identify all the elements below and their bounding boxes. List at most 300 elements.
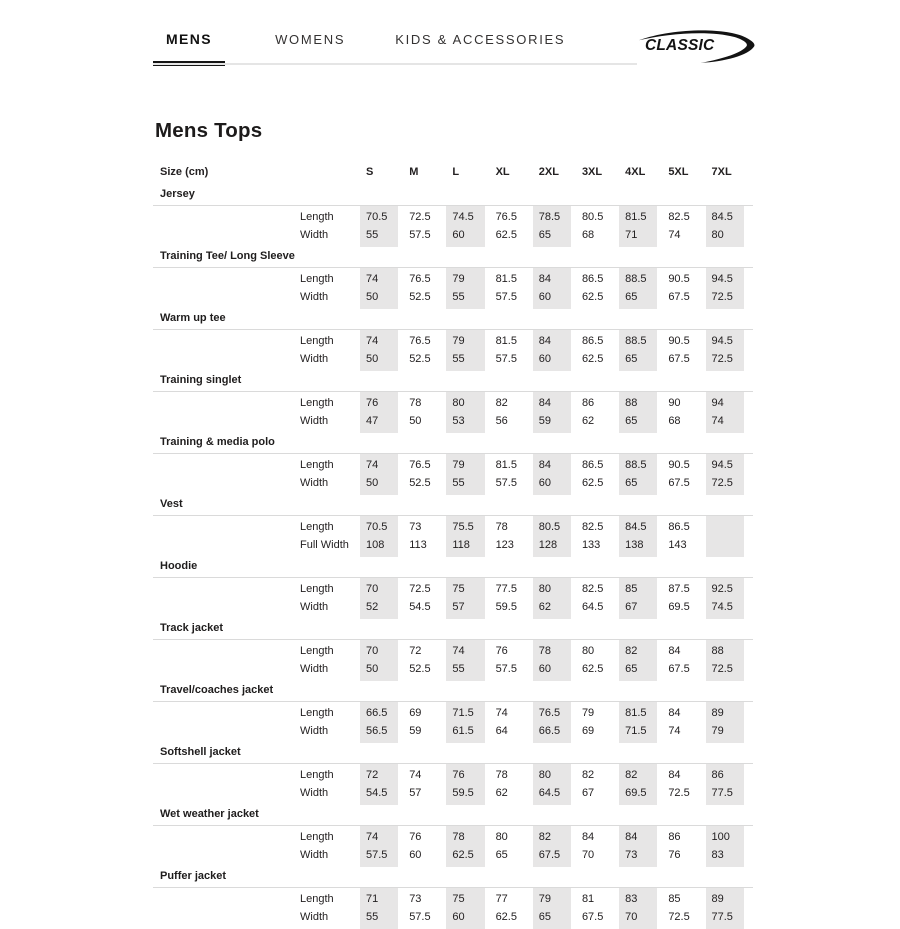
size-value-cell: 80 <box>533 578 571 598</box>
measure-label: Length <box>300 459 334 471</box>
product-group <box>153 188 753 247</box>
measure-label: Length <box>300 769 334 781</box>
table-row <box>153 846 753 867</box>
size-col-header: M <box>409 166 419 178</box>
category-tab-bar <box>153 30 753 72</box>
product-group-title: Training singlet <box>160 374 242 386</box>
measure-label: Width <box>300 353 329 365</box>
size-value-cell: 72.5 <box>668 911 690 923</box>
size-value-cell: 68 <box>668 415 681 427</box>
size-value-cell: 76 <box>495 645 508 657</box>
size-value-cell: 74 <box>360 330 398 350</box>
table-row <box>153 516 753 536</box>
size-value-cell: 57 <box>409 787 422 799</box>
size-value-cell: 62.5 <box>581 477 604 489</box>
size-value-cell: 82.5 <box>581 583 604 595</box>
size-value-cell: 88 <box>706 640 744 660</box>
size-value-cell: 100 <box>706 826 744 846</box>
size-value-cell: 79 <box>581 707 595 719</box>
size-value-cell: 47 <box>360 412 398 433</box>
size-value-cell: 128 <box>533 536 571 557</box>
size-value-cell: 72.5 <box>706 350 744 371</box>
table-header-row <box>153 164 753 180</box>
table-row <box>153 640 753 660</box>
measure-label: Width <box>300 663 329 675</box>
size-value-cell: 60 <box>533 350 571 371</box>
size-value-cell: 70.5 <box>360 516 398 536</box>
size-value-cell: 72.5 <box>409 583 431 595</box>
measure-label: Width <box>300 601 329 613</box>
size-unit-label: Size (cm) <box>160 166 209 178</box>
size-value-cell: 87.5 <box>668 583 690 595</box>
size-value-cell: 57.5 <box>495 663 517 675</box>
size-value-cell: 86 <box>668 831 681 843</box>
size-value-cell: 61.5 <box>446 722 484 743</box>
size-value-cell: 94.5 <box>706 330 744 350</box>
size-value-cell: 73 <box>409 893 422 905</box>
size-value-cell: 54.5 <box>409 601 431 613</box>
size-value-cell: 62.5 <box>495 229 517 241</box>
product-group-title: Vest <box>160 498 183 510</box>
size-value-cell: 74 <box>409 769 422 781</box>
table-row <box>153 226 753 247</box>
size-value-cell: 71 <box>360 888 398 908</box>
size-value-cell: 59.5 <box>495 601 517 613</box>
size-value-cell: 76.5 <box>533 702 571 722</box>
size-value-cell: 73 <box>409 521 422 533</box>
size-value-cell: 84 <box>581 831 595 843</box>
size-value-cell: 74 <box>668 229 681 241</box>
size-value-cell: 82.5 <box>668 211 690 223</box>
size-value-cell: 50 <box>360 350 398 371</box>
size-value-cell: 53 <box>446 412 484 433</box>
size-value-cell: 76.5 <box>409 335 431 347</box>
size-value-cell: 55 <box>360 908 398 929</box>
product-group <box>153 374 753 433</box>
size-col-header: 3XL <box>581 166 603 178</box>
size-value-cell: 65 <box>619 660 657 681</box>
size-value-cell: 59.5 <box>446 784 484 805</box>
size-value-cell: 78 <box>495 769 508 781</box>
size-value-cell: 78.5 <box>533 206 571 226</box>
size-value-cell: 60 <box>446 226 484 247</box>
size-value-cell: 60 <box>533 474 571 495</box>
size-value-cell: 92.5 <box>706 578 744 598</box>
size-value-cell: 62 <box>533 598 571 619</box>
size-value-cell: 55 <box>446 288 484 309</box>
product-group <box>153 560 753 619</box>
size-value-cell: 57.5 <box>495 291 517 303</box>
size-value-cell: 67.5 <box>668 353 690 365</box>
product-group <box>153 498 753 557</box>
size-value-cell: 67.5 <box>668 477 690 489</box>
size-value-cell: 74.5 <box>446 206 484 226</box>
product-group-title: Puffer jacket <box>160 870 227 882</box>
size-value-cell: 84 <box>533 454 571 474</box>
size-value-cell: 72.5 <box>668 787 690 799</box>
product-group-title: Track jacket <box>160 622 223 634</box>
size-value-cell: 76 <box>446 764 484 784</box>
size-value-cell: 80.5 <box>581 211 604 223</box>
measure-label: Length <box>300 645 334 657</box>
table-row <box>153 764 753 784</box>
size-value-cell: 52.5 <box>409 291 431 303</box>
size-value-cell: 62.5 <box>581 663 604 675</box>
size-value-cell: 72 <box>360 764 398 784</box>
size-value-cell: 59 <box>409 725 422 737</box>
size-value-cell: 64.5 <box>533 784 571 805</box>
size-col-header: 5XL <box>668 166 689 178</box>
measure-label: Length <box>300 521 334 533</box>
size-value-cell: 77.5 <box>706 908 744 929</box>
size-value-cell: 55 <box>446 350 484 371</box>
size-value-cell: 60 <box>446 908 484 929</box>
size-value-cell: 65 <box>619 288 657 309</box>
size-value-cell: 72 <box>409 645 422 657</box>
table-row <box>153 784 753 805</box>
size-value-cell: 76.5 <box>409 459 431 471</box>
measure-label: Width <box>300 477 329 489</box>
size-value-cell: 75 <box>446 888 484 908</box>
product-group <box>153 436 753 495</box>
measure-label: Length <box>300 893 334 905</box>
table-row <box>153 268 753 288</box>
size-value-cell: 118 <box>446 536 484 557</box>
table-row <box>153 702 753 722</box>
size-value-cell: 88 <box>619 392 657 412</box>
size-value-cell: 79 <box>446 268 484 288</box>
size-col-header: L <box>452 166 460 178</box>
size-value-cell: 65 <box>495 849 508 861</box>
table-row <box>153 474 753 495</box>
product-group-title: Jersey <box>160 188 195 200</box>
size-value-cell: 77 <box>495 893 508 905</box>
size-value-cell: 143 <box>668 539 687 551</box>
measure-label: Length <box>300 335 334 347</box>
size-value-cell: 90.5 <box>668 273 690 285</box>
page-title: Mens Tops <box>155 119 263 142</box>
product-group-title: Travel/coaches jacket <box>160 684 274 696</box>
size-value-cell: 82 <box>533 826 571 846</box>
size-value-cell: 65 <box>619 412 657 433</box>
size-value-cell <box>706 516 744 536</box>
size-value-cell: 65 <box>619 474 657 495</box>
size-value-cell: 76 <box>668 849 681 861</box>
size-value-cell: 74 <box>495 707 508 719</box>
size-value-cell: 86.5 <box>581 335 604 347</box>
size-value-cell: 76 <box>360 392 398 412</box>
size-value-cell: 123 <box>495 539 514 551</box>
size-value-cell: 57.5 <box>409 911 431 923</box>
size-value-cell: 69.5 <box>668 601 690 613</box>
size-value-cell: 62 <box>581 415 595 427</box>
size-value-cell: 76.5 <box>409 273 431 285</box>
size-value-cell: 84.5 <box>619 516 657 536</box>
measure-label: Length <box>300 273 334 285</box>
tab-underline-track <box>153 63 637 65</box>
size-value-cell: 81.5 <box>619 702 657 722</box>
size-value-cell: 57.5 <box>495 477 517 489</box>
content-area <box>153 30 753 929</box>
size-value-cell: 82.5 <box>581 521 604 533</box>
product-group-title: Training Tee/ Long Sleeve <box>160 250 295 262</box>
size-value-cell: 84 <box>668 769 681 781</box>
size-value-cell: 138 <box>619 536 657 557</box>
size-value-cell: 54.5 <box>360 784 398 805</box>
size-value-cell: 84 <box>619 826 657 846</box>
size-value-cell: 86.5 <box>581 273 604 285</box>
table-row <box>153 826 753 846</box>
size-value-cell: 94.5 <box>706 268 744 288</box>
size-value-cell: 64 <box>495 725 508 737</box>
size-value-cell: 60 <box>533 660 571 681</box>
size-value-cell: 67.5 <box>668 291 690 303</box>
size-value-cell: 85 <box>619 578 657 598</box>
product-group <box>153 312 753 371</box>
size-value-cell: 80 <box>495 831 508 843</box>
size-value-cell: 56 <box>495 415 508 427</box>
product-group <box>153 808 753 867</box>
size-value-cell: 62.5 <box>495 911 517 923</box>
size-value-cell: 81.5 <box>495 335 517 347</box>
size-value-cell: 82 <box>619 764 657 784</box>
size-value-cell: 57 <box>446 598 484 619</box>
size-value-cell: 83 <box>706 846 744 867</box>
size-value-cell: 71.5 <box>619 722 657 743</box>
size-value-cell: 94 <box>706 392 744 412</box>
size-value-cell: 50 <box>360 660 398 681</box>
size-value-cell: 82 <box>581 769 595 781</box>
size-value-cell: 52.5 <box>409 663 431 675</box>
size-value-cell: 78 <box>495 521 508 533</box>
size-value-cell: 55 <box>446 474 484 495</box>
size-value-cell: 70.5 <box>360 206 398 226</box>
size-value-cell: 71 <box>619 226 657 247</box>
measure-label: Length <box>300 211 334 223</box>
size-value-cell: 78 <box>446 826 484 846</box>
size-col-header: 7XL <box>711 166 732 178</box>
size-value-cell: 88.5 <box>619 330 657 350</box>
size-value-cell: 89 <box>706 888 744 908</box>
size-value-cell: 81 <box>581 893 595 905</box>
size-value-cell: 85 <box>668 893 681 905</box>
size-value-cell: 50 <box>409 415 422 427</box>
size-value-cell: 90 <box>668 397 681 409</box>
size-value-cell: 62 <box>495 787 508 799</box>
size-value-cell: 72.5 <box>706 474 744 495</box>
product-group <box>153 684 753 743</box>
table-row <box>153 454 753 474</box>
size-value-cell: 57.5 <box>409 229 431 241</box>
size-value-cell: 72.5 <box>706 288 744 309</box>
measure-label: Length <box>300 583 334 595</box>
size-value-cell: 74 <box>360 826 398 846</box>
size-col-header: S <box>366 166 374 178</box>
tab-mens[interactable]: MENS <box>153 30 225 47</box>
size-value-cell: 70 <box>360 578 398 598</box>
tab-kids-accessories[interactable]: KIDS & ACCESSORIES <box>395 32 566 47</box>
size-value-cell: 60 <box>533 288 571 309</box>
size-value-cell: 62.5 <box>581 291 604 303</box>
size-value-cell: 86 <box>581 397 595 409</box>
measure-label: Full Width <box>300 539 349 551</box>
size-value-cell: 88.5 <box>619 268 657 288</box>
size-value-cell: 65 <box>619 350 657 371</box>
size-value-cell: 80 <box>706 226 744 247</box>
classic-logo <box>635 23 757 67</box>
table-row <box>153 598 753 619</box>
size-value-cell: 90.5 <box>668 459 690 471</box>
table-row <box>153 412 753 433</box>
size-value-cell: 74 <box>360 454 398 474</box>
table-row <box>153 350 753 371</box>
size-value-cell: 81.5 <box>619 206 657 226</box>
logo-wordmark: CLASSIC <box>645 37 715 54</box>
size-value-cell: 80 <box>446 392 484 412</box>
table-row <box>153 536 753 557</box>
table-row <box>153 578 753 598</box>
size-value-cell: 84 <box>533 330 571 350</box>
size-value-cell: 79 <box>533 888 571 908</box>
size-value-cell: 66.5 <box>533 722 571 743</box>
size-value-cell: 84.5 <box>706 206 744 226</box>
size-value-cell: 81.5 <box>495 459 517 471</box>
size-value-cell: 66.5 <box>360 702 398 722</box>
table-row <box>153 660 753 681</box>
measure-label: Width <box>300 415 329 427</box>
product-group <box>153 746 753 805</box>
size-value-cell: 76 <box>409 831 422 843</box>
size-value-cell: 70 <box>619 908 657 929</box>
size-value-cell: 55 <box>446 660 484 681</box>
size-value-cell: 79 <box>706 722 744 743</box>
size-value-cell: 72.5 <box>409 211 431 223</box>
size-value-cell: 89 <box>706 702 744 722</box>
size-value-cell: 68 <box>581 229 595 241</box>
size-value-cell: 75.5 <box>446 516 484 536</box>
size-value-cell: 79 <box>446 330 484 350</box>
size-col-header: XL <box>495 166 510 178</box>
size-value-cell: 62.5 <box>446 846 484 867</box>
table-row <box>153 392 753 412</box>
table-row <box>153 722 753 743</box>
size-chart-table <box>153 164 753 929</box>
product-group <box>153 250 753 309</box>
size-value-cell: 133 <box>581 539 601 551</box>
measure-label: Width <box>300 849 329 861</box>
size-value-cell: 80 <box>533 764 571 784</box>
size-value-cell: 74 <box>706 412 744 433</box>
size-value-cell: 83 <box>619 888 657 908</box>
product-group-title: Training & media polo <box>160 436 275 448</box>
size-value-cell: 81.5 <box>495 273 517 285</box>
size-value-cell: 75 <box>446 578 484 598</box>
size-value-cell: 65 <box>533 226 571 247</box>
measure-label: Width <box>300 911 329 923</box>
tab-womens[interactable]: WOMENS <box>275 32 346 47</box>
size-value-cell: 52 <box>360 598 398 619</box>
size-value-cell: 78 <box>533 640 571 660</box>
size-value-cell: 74 <box>360 268 398 288</box>
size-value-cell: 86.5 <box>581 459 604 471</box>
table-row <box>153 206 753 226</box>
size-value-cell: 69.5 <box>619 784 657 805</box>
size-value-cell: 67 <box>619 598 657 619</box>
table-row <box>153 330 753 350</box>
size-value-cell: 67.5 <box>533 846 571 867</box>
size-value-cell: 94.5 <box>706 454 744 474</box>
measure-label: Length <box>300 831 334 843</box>
size-value-cell: 67.5 <box>581 911 604 923</box>
measure-label: Length <box>300 397 334 409</box>
size-value-cell: 70 <box>581 849 595 861</box>
size-col-header: 2XL <box>538 166 559 178</box>
size-value-cell: 50 <box>360 474 398 495</box>
size-value-cell: 56.5 <box>360 722 398 743</box>
size-value-cell: 90.5 <box>668 335 690 347</box>
measure-label: Width <box>300 725 329 737</box>
size-value-cell: 77.5 <box>495 583 517 595</box>
size-value-cell: 74 <box>668 725 681 737</box>
size-value-cell: 71.5 <box>446 702 484 722</box>
size-value-cell: 77.5 <box>706 784 744 805</box>
size-value-cell: 84 <box>668 707 681 719</box>
size-value-cell: 86.5 <box>668 521 690 533</box>
size-value-cell: 50 <box>360 288 398 309</box>
measure-label: Width <box>300 787 329 799</box>
size-value-cell: 64.5 <box>581 601 604 613</box>
product-group-title: Warm up tee <box>160 312 226 324</box>
size-value-cell: 113 <box>409 539 427 551</box>
size-value-cell <box>706 536 744 557</box>
size-value-cell: 76.5 <box>495 211 517 223</box>
product-group <box>153 622 753 681</box>
size-value-cell: 74 <box>446 640 484 660</box>
product-group-title: Wet weather jacket <box>160 808 259 820</box>
table-row <box>153 288 753 309</box>
table-row <box>153 908 753 929</box>
size-value-cell: 59 <box>533 412 571 433</box>
size-value-cell: 70 <box>360 640 398 660</box>
size-col-header: 4XL <box>625 166 646 178</box>
size-value-cell: 82 <box>619 640 657 660</box>
size-value-cell: 88.5 <box>619 454 657 474</box>
size-value-cell: 72.5 <box>706 660 744 681</box>
product-group <box>153 870 753 929</box>
size-value-cell: 78 <box>409 397 422 409</box>
size-value-cell: 79 <box>446 454 484 474</box>
product-group-title: Softshell jacket <box>160 746 241 758</box>
size-value-cell: 52.5 <box>409 353 431 365</box>
size-value-cell: 52.5 <box>409 477 431 489</box>
product-group-title: Hoodie <box>160 560 198 572</box>
size-value-cell: 57.5 <box>495 353 517 365</box>
size-value-cell: 74.5 <box>706 598 744 619</box>
measure-label: Width <box>300 291 329 303</box>
size-value-cell: 82 <box>495 397 508 409</box>
size-value-cell: 67.5 <box>668 663 690 675</box>
size-value-cell: 55 <box>360 226 398 247</box>
size-value-cell: 80 <box>581 645 595 657</box>
table-row <box>153 888 753 908</box>
size-value-cell: 86 <box>706 764 744 784</box>
size-value-cell: 60 <box>409 849 422 861</box>
size-value-cell: 69 <box>581 725 595 737</box>
measure-label: Length <box>300 707 334 719</box>
size-value-cell: 108 <box>360 536 398 557</box>
size-value-cell: 69 <box>409 707 422 719</box>
size-value-cell: 84 <box>533 392 571 412</box>
